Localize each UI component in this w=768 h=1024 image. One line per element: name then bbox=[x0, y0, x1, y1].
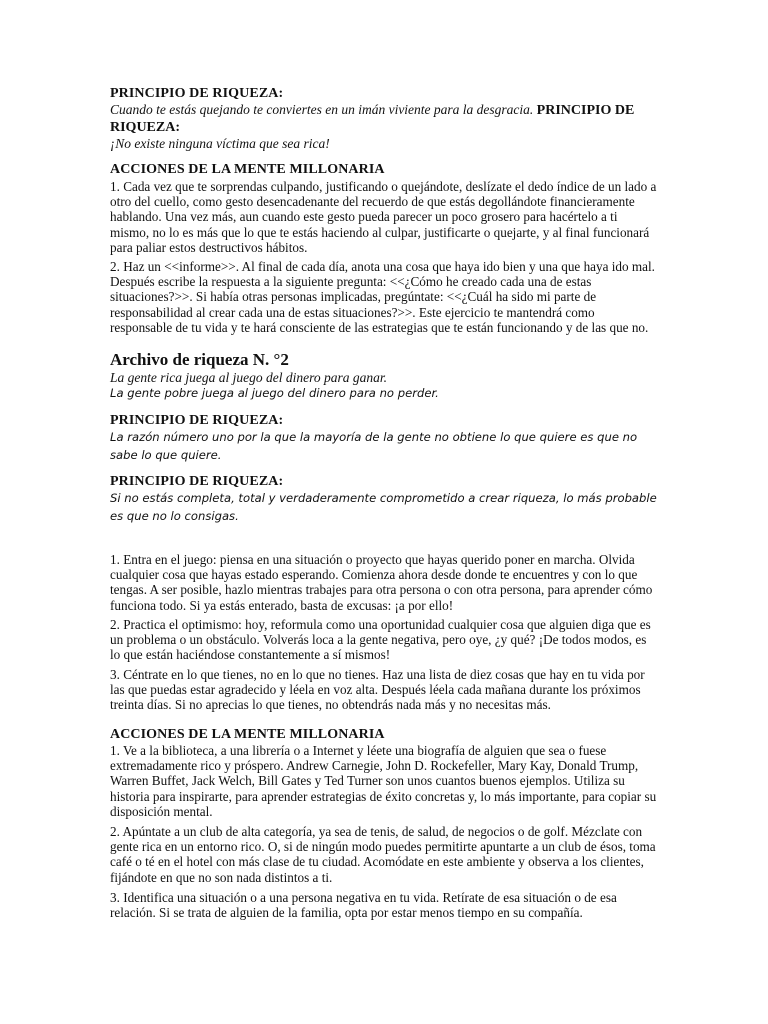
principle-quote-1-text: Cuando te estás quejando te conviertes en un imán viviente para la desgracia. bbox=[110, 102, 534, 117]
archivo-line-2: La gente pobre juega al juego del dinero para no perder. bbox=[110, 386, 439, 400]
acciones-item-2-1: 1. Ve a la biblioteca, a una librería o a Internet y léete una biografía de alguien que sea o fuese extremadamente rico y próspero. Andrew Carnegie, John D. Rockefeller, Mary Kay, Donald Trump, Warren Buffet, Jack Welch, Bill Gates y Ted Turner son unos cuantos buenos ejemplos. Utiliza su historia para inspirarte, para aprender estrategias de éxito concretas y, lo más importante, para copiar su disposición mental. bbox=[110, 743, 657, 819]
principle-heading-1: PRINCIPIO DE RIQUEZA: bbox=[110, 86, 284, 101]
principle-heading-3: PRINCIPIO DE RIQUEZA: bbox=[110, 413, 284, 428]
list-item-2-3: 3. Céntrate en lo que tienes, no en lo que no tienes. Haz una lista de diez cosas que hay en tu vida por las que puedas estar agradecido y léela en voz alta. Después léela cada mañana durante los próximos treinta días. Si no aprecias lo que tienes, no obtendrás nada más y no necesitas más. bbox=[110, 667, 645, 713]
principle-quote-3: La razón número uno por la que la mayoría de la gente no obtiene lo que quiere es que no sabe lo que quiere. bbox=[110, 430, 638, 462]
acciones-item-2-3: 3. Identifica una situación o a una persona negativa en tu vida. Retírate de esa situación o de esa relación. Si se trata de alguien de la familia, opta por estar menos tiempo en su compañía. bbox=[110, 890, 617, 921]
principle-quote-2: ¡No existe ninguna víctima que sea rica! bbox=[110, 136, 330, 151]
acciones-heading-2: ACCIONES DE LA MENTE MILLONARIA bbox=[110, 727, 385, 742]
principle-heading-2: PRINCIPIO DE RIQUEZA: bbox=[110, 103, 635, 135]
list-item-2-2: 2. Practica el optimismo: hoy, reformula como una oportunidad cualquier cosa que alguien diga que es un problema o un obstáculo. Volverás loca a la gente negativa, pero oye, ¿y qué? ¡De todos modos, es lo que están haciéndose constantemente a sí mismos! bbox=[110, 617, 651, 663]
acciones-item-1-2: 2. Haz un <<informe>>. Al final de cada día, anota una cosa que haya ido bien y una que haya ido mal. Después escribe la respuesta a la siguiente pregunta: <<¿Cómo he creado cada una de estas situaciones?>>. Si había otras personas implicadas, pregúntate: <<¿Cuál ha sido mi parte de responsabilidad al crear cada una de estas situaciones?>>. Este ejercicio te mantendrá como responsable de tu vida y te hará consciente de las estrategias que te están funcionando y de las que no. bbox=[110, 259, 655, 335]
acciones-heading-1: ACCIONES DE LA MENTE MILLONARIA bbox=[110, 162, 385, 177]
principle-quote-4: Si no estás completa, total y verdaderamente comprometido a crear riqueza, lo más probable es que no lo consigas. bbox=[110, 491, 657, 523]
archivo-heading: Archivo de riqueza N. °2 bbox=[110, 350, 289, 369]
list-item-2-1: 1. Entra en el juego: piensa en una situación o proyecto que hayas querido poner en marcha. Olvida cualquier cosa que hayas estado esperando. Comienza ahora desde donde te encuentres y con lo que tengas. A ser posible, hazlo mientras trabajes para otra persona o con otra persona, para aprender cómo funciona todo. Si ya estás enterado, basta de excusas: ¡a por ello! bbox=[110, 552, 653, 613]
principle-quote-1 bbox=[110, 102, 658, 136]
archivo-line-1: La gente rica juega al juego del dinero para ganar. bbox=[110, 370, 387, 385]
principle-heading-4: PRINCIPIO DE RIQUEZA: bbox=[110, 474, 284, 489]
acciones-item-1-1: 1. Cada vez que te sorprendas culpando, justificando o quejándote, deslízate el dedo índice de un lado a otro del cuello, como gesto desencadenante del recuerdo de que estás degollándote financieramente hablando. Una vez más, aun cuando este gesto pueda parecer un poco grosero para hacértelo a ti mismo, no lo es más que lo que te estás haciendo al culpar, justificarte o quejarte, y al final funcionará para paliar estos destructivos hábitos. bbox=[110, 179, 657, 255]
acciones-item-2-2: 2. Apúntate a un club de alta categoría, ya sea de tenis, de salud, de negocios o de golf. Mézclate con gente rica en un entorno rico. O, si de ningún modo puedes permitirte apuntarte a un club de ésos, toma café o té en el hotel con más clase de tu ciudad. Acomódate en este ambiente y observa a los clientes, fijándote en que no son nada distintos a ti. bbox=[110, 824, 656, 885]
